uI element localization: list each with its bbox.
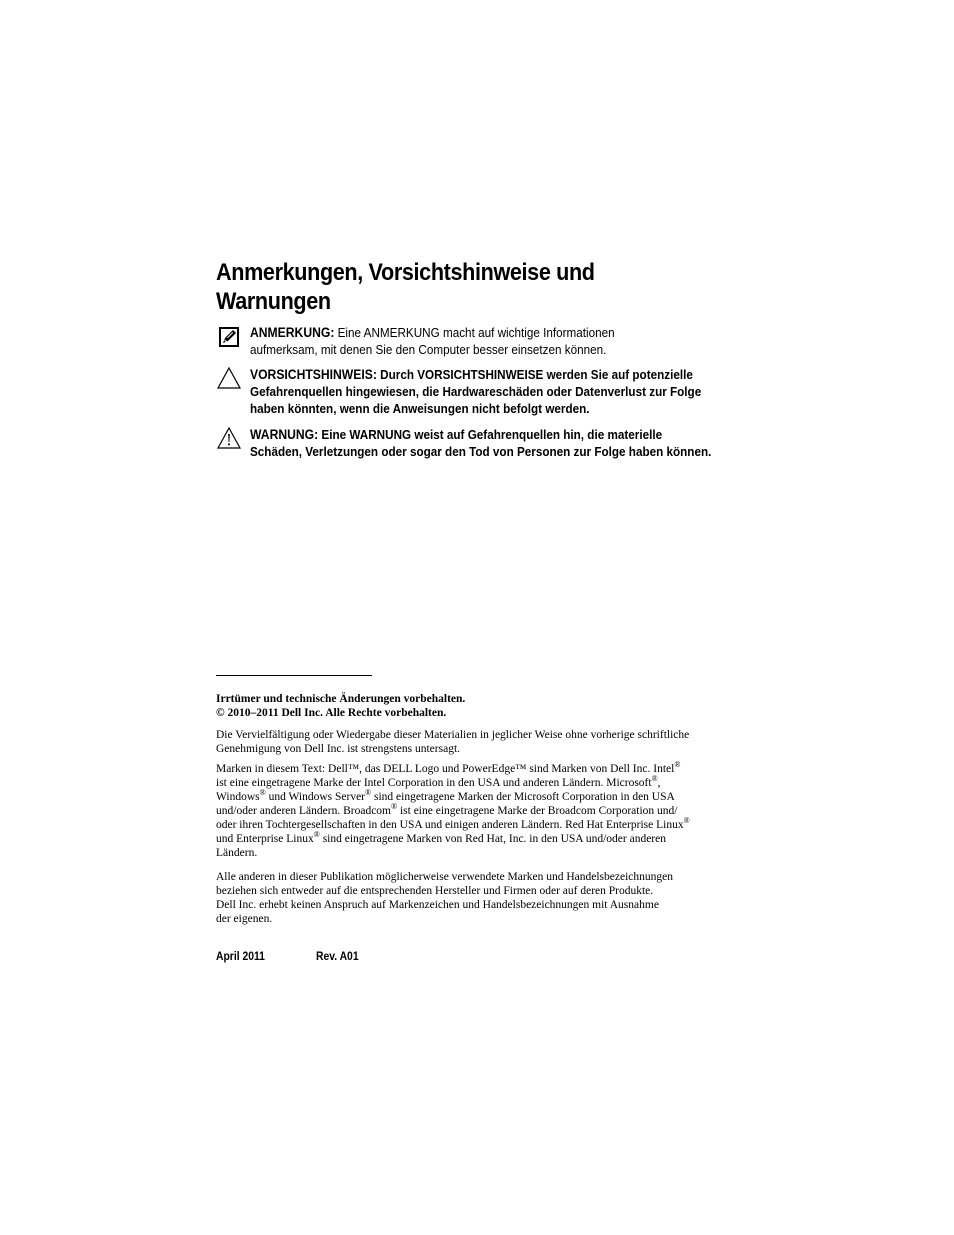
note-label: ANMERKUNG: [250,325,335,340]
trademark-text: Windows [216,791,260,803]
reproduction-notice [216,728,716,756]
caution-text-1: Durch VORSICHTSHINWEISE werden Sie auf potenzielle [376,367,693,382]
note-text-2: aufmerksam, mit denen Sie den Computer besser einsetzen können. [250,342,607,357]
warning-label: WARNUNG: [250,427,319,442]
reproduction-line-1: Die Vervielfältigung oder Wiedergabe dieser Materialien in jeglicher Weise ohne vorherige schriftliche [216,729,690,741]
reproduction-line-2: Genehmigung von Dell Inc. ist strengstens untersagt. [216,743,461,755]
pencil-note-icon [216,324,242,350]
warning-text-1: Eine WARNUNG weist auf Gefahrenquellen hin, die materielle [318,427,663,442]
trademark-text: und Windows Server [265,791,366,803]
footnote-divider [216,675,372,676]
caution-triangle-icon [216,366,242,392]
errata-line: Irrtümer und technische Änderungen vorbehalten. [216,693,466,705]
registered-mark: ® [313,830,320,840]
page-title-line-1: Anmerkungen, Vorsichtshinweise und [216,259,595,286]
registered-mark: ® [651,774,658,784]
registered-mark: ® [391,802,398,812]
registered-mark: ® [683,816,690,826]
trademark-text: und/oder anderen Ländern. Broadcom [216,805,391,817]
trademark-line-7: Ländern. [216,847,258,859]
legal-header [216,692,716,720]
publication-date: April 2011 [216,951,265,963]
registered-mark: ® [259,788,266,798]
trademark-text: Marken in diesem Text: Dell™, das DELL Logo und PowerEdge™ sind Marken von Dell Inc. Intel [216,763,675,775]
caution-text-2: Gefahrenquellen hingewiesen, die Hardwareschäden oder Datenverlust zur Folge [250,384,702,399]
other-marks-line-4: der eigenen. [216,913,273,925]
trademark-notice [216,762,716,860]
warning-text-2: Schäden, Verletzungen oder sogar den Tod von Personen zur Folge haben können. [250,444,712,459]
page-title [216,258,684,316]
trademark-line-5 [216,818,716,832]
warning-triangle-icon [216,426,242,452]
note-text-1: Eine ANMERKUNG macht auf wichtige Informationen [334,325,615,340]
trademark-line-2: ist eine eingetragene Marke der Intel Corporation in den USA und anderen Ländern. Microsoft®, [216,774,661,789]
other-marks-line-3: Dell Inc. erhebt keinen Anspruch auf Markenzeichen und Handelsbezeichnungen mit Ausnahme [216,899,659,911]
trademark-line-3 [216,790,716,804]
trademark-text: sind eingetragene Marken von Red Hat, Inc. in den USA und/oder anderen [319,833,666,845]
other-marks-line-2: beziehen sich entweder auf die entsprechenden Hersteller und Firmen oder auf deren Produkte. [216,885,654,897]
page-title-line-2: Warnungen [216,288,331,315]
registered-mark: ® [674,760,681,770]
revision-number: Rev. A01 [316,951,359,963]
copyright-line: © 2010–2011 Dell Inc. Alle Rechte vorbehalten. [216,707,447,719]
trademark-line-4 [216,804,716,818]
registered-mark: ® [365,788,372,798]
caution-label: VORSICHTSHINWEIS: [250,367,377,382]
other-marks-line-1: Alle anderen in dieser Publikation möglicherweise verwendete Marken und Handelsbezeichnungen [216,871,673,883]
trademark-text: ist eine eingetragene Marke der Intel Corporation in den USA und anderen Ländern. Microsoft [216,777,652,789]
caution-text-3: haben könnten, wenn die Anweisungen nicht befolgt werden. [250,401,590,416]
trademark-text: und Enterprise Linux [216,833,314,845]
trademark-line-1 [216,762,716,776]
trademark-line-6 [216,832,716,846]
trademark-text: ist eine eingetragene Marke der Broadcom Corporation und/ [397,805,678,817]
other-marks-notice [216,870,716,926]
trademark-text: oder ihren Tochtergesellschaften in den USA und einigen anderen Ländern. Red Hat Enterprise Linux [216,819,684,831]
trademark-text: sind eingetragene Marken der Microsoft Corporation in den USA [371,791,675,803]
